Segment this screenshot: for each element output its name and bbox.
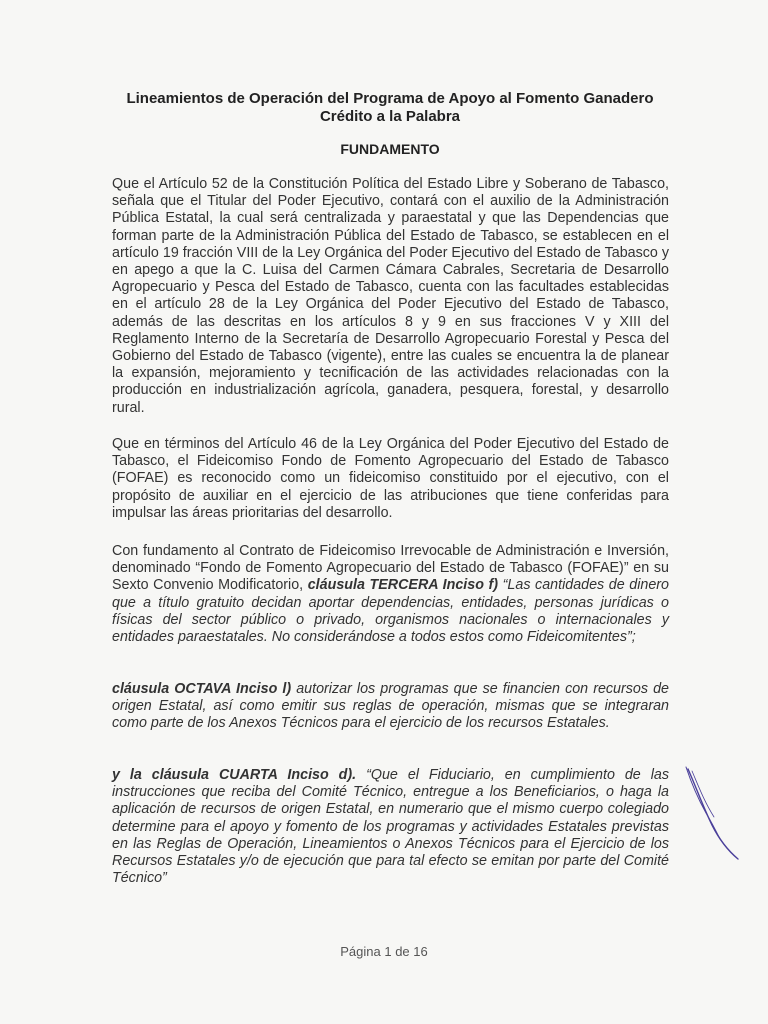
paragraph-2: Que en términos del Artículo 46 de la Ley Orgánica del Poder Ejecutivo del Estado de Tabasco, el Fideicomiso Fondo de Fomento Agropecuario del Estado de Tabasco (FOFAE) es reconocido como un fideicomiso constituido por el ejecutivo, con el propósito de auxiliar en el ejercicio de las atribuciones que tiene conferidas para impulsar las áreas prioritarias del desarrollo. xyxy=(112,436,669,521)
title-line-1: Lineamientos de Operación del Programa de Apoyo al Fomento Ganadero xyxy=(126,90,654,107)
signature-mark-icon xyxy=(682,765,744,865)
title-line-2: Crédito a la Palabra xyxy=(319,108,461,125)
paragraph-3 xyxy=(112,543,669,646)
paragraph-1: Que el Artículo 52 de la Constitución Política del Estado Libre y Soberano de Tabasco, señala que el Titular del Poder Ejecutivo, contará con el auxilio de la Administración Pública Estatal, la cual será centralizada y paraestatal y que las Dependencias que forman parte de la Administración Pública del Estado de Tabasco, se establecen en el artículo 19 fracción VIII de la Ley Orgánica del Poder Ejecutivo del Estado de Tabasco y en apego a que la C. Luisa del Carmen Cámara Cabrales, Secretaria de Desarrollo Agropecuario y Pesca del Estado de Tabasco, cuenta con las facultades establecidas en el artículo 28 de la Ley Orgánica del Poder Ejecutivo del Estado de Tabasco, además de las descritas en los artículos 8 y 9 en sus fracciones V y XIII del Reglamento Interno de la Secretaría de Desarrollo Agropecuario Forestal y Pesca del Gobierno del Estado de Tabasco (vigente), entre las cuales se encuentra la de planear la expansión, mejoramiento y tecnificación de las actividades relacionadas con la producción en industrialización agrícola, ganadera, pesquera, forestal, y desarrollo rural. xyxy=(112,176,669,416)
section-heading: FUNDAMENTO xyxy=(340,141,440,157)
clause-tercera: cláusula TERCERA Inciso f) xyxy=(307,577,499,594)
clause-octava: cláusula OCTAVA Inciso l) xyxy=(112,681,292,697)
paragraph-5 xyxy=(112,767,669,887)
paragraph-4-text: autorizar los programas que se financien con recursos de origen Estatal, así como emitir sus reglas de operación, mismas que se integraran como parte de los Anexos Técnicos para el ejercicio de los recursos Estatales. xyxy=(112,681,669,732)
page-number: Página 1 de 16 xyxy=(340,944,428,959)
paragraph-5-quote: “Que el Fiduciario, en cumplimiento de las instrucciones que reciba del Comité Técnico, entregue a los Beneficiarios, o haga la aplicación de recursos de origen Estatal, en numerario que el mismo cuerpo colegiado determine para el apoyo y fomento de los programas y actividades Estatales previstas en las Reglas de Operación, Lineamientos o Anexos Técnicos para el Ejercicio de los Recursos Estatales y/o de ejecución que para tal efecto se emitan por parte del Comité Técnico” xyxy=(112,767,669,887)
paragraph-3-intro: Con fundamento al Contrato de Fideicomiso Irrevocable de Administración e Inversión, denominado “Fondo de Fomento Agropecuario del Estado de Tabasco (FOFAE)” en su Sexto Convenio Modificatorio, xyxy=(112,543,669,594)
paragraph-4 xyxy=(112,681,669,733)
paragraph-3-quote: “Las cantidades de dinero que a título gratuito decidan aportar dependencias, entidades, personas jurídicas o físicas del sector público o privado, organismos nacionales o internacionales y entidades paraestatales. No considerándose a todos estos como Fideicomitentes”; xyxy=(112,577,669,646)
document-title xyxy=(100,90,680,126)
clause-cuarta: y la cláusula CUARTA Inciso d). xyxy=(112,767,357,783)
